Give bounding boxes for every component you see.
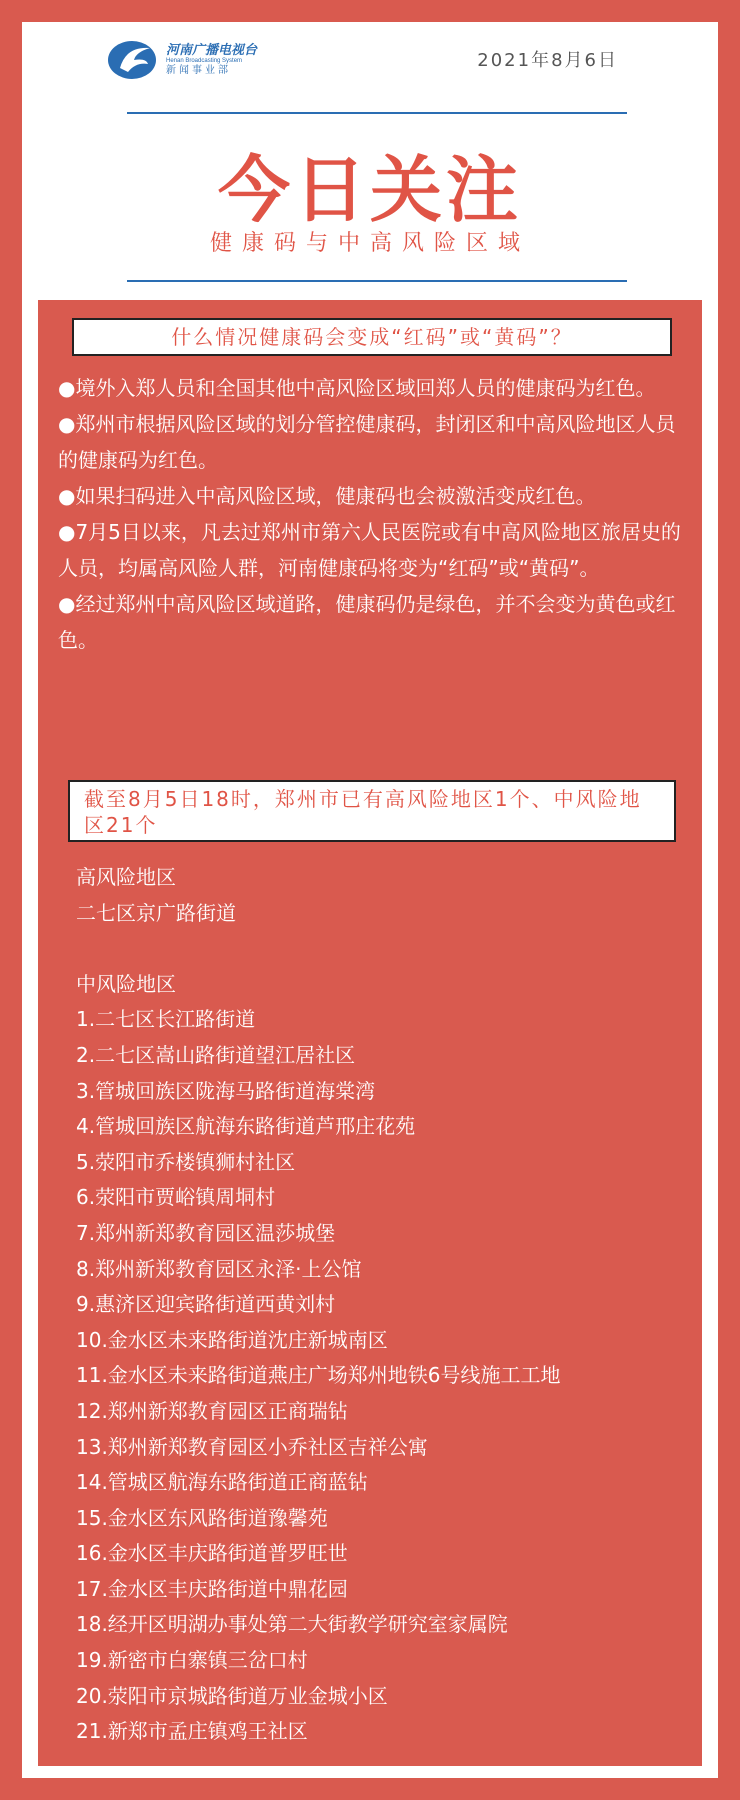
list-item: 17.金水区丰庆路街道中鼎花园 <box>76 1576 348 1601</box>
bullet-item: ●境外入郑人员和全国其他中高风险区域回郑人员的健康码为红色。 <box>58 376 656 400</box>
list-item: 19.新密市白寨镇三岔口村 <box>76 1648 308 1673</box>
list-item: 16.金水区丰庆路街道普罗旺世 <box>76 1541 348 1566</box>
list-item: 10.金水区未来路街道沈庄新城南区 <box>76 1327 388 1352</box>
notice-box: 截至8月5日18时，郑州市已有高风险地区1个、中风险地区21个 <box>68 780 676 842</box>
divider-top <box>127 112 627 114</box>
logo-name: 河南广播电视台 <box>166 43 258 59</box>
henan-broadcasting-logo-icon <box>106 38 160 82</box>
list-item: 9.惠济区迎宾路街道西黄刘村 <box>76 1292 336 1317</box>
logo-dept: 新闻事业部 <box>166 64 231 76</box>
page-title: 今日关注 <box>217 148 522 232</box>
bullet-item: ●7月5日以来，凡去过郑州市第六人民医院或有中高风险地区旅居史的人员，均属高风险人群，河南健康码将变为“红码”或“黄码”。 <box>58 520 681 580</box>
page-subtitle: 健康码与中高风险区域 <box>209 231 530 256</box>
list-item: 二七区京广路街道 <box>76 900 236 925</box>
list-item: 2.二七区嵩山路街道望江居社区 <box>76 1042 356 1067</box>
publish-date: 2021年8月6日 <box>477 50 618 71</box>
high-risk-heading: 高风险地区 <box>76 865 176 889</box>
bullet-list <box>58 370 688 658</box>
divider-bottom <box>127 280 627 282</box>
logo-en: Henan Broadcasting System <box>166 58 243 65</box>
list-item: 5.荥阳市乔楼镇狮村社区 <box>76 1149 296 1174</box>
risk-area-list <box>76 860 676 1750</box>
content-panel <box>38 300 702 1766</box>
list-item: 7.郑州新郑教育园区温莎城堡 <box>76 1220 336 1245</box>
bullet-item: ●如果扫码进入中高风险区域，健康码也会被激活变成红色。 <box>58 484 596 508</box>
list-item: 12.郑州新郑教育园区正商瑞钻 <box>76 1398 348 1423</box>
question-heading: 什么情况健康码会变成“红码”或“黄码”？ <box>72 318 672 356</box>
poster-frame <box>22 22 718 1778</box>
bullet-item: ●经过郑州中高风险区域道路，健康码仍是绿色，并不会变为黄色或红色。 <box>58 592 676 652</box>
header <box>22 22 718 302</box>
medium-risk-heading: 中风险地区 <box>76 971 176 996</box>
bullet-item: ●郑州市根据风险区域的划分管控健康码，封闭区和中高风险地区人员的健康码为红色。 <box>58 412 676 472</box>
logo <box>106 38 257 82</box>
list-item: 1.二七区长江路街道 <box>76 1007 256 1032</box>
list-item: 15.金水区东风路街道豫馨苑 <box>76 1505 328 1530</box>
logo-text <box>166 44 257 76</box>
list-item: 3.管城回族区陇海马路街道海棠湾 <box>76 1078 376 1103</box>
list-item: 8.郑州新郑教育园区永泽·上公馆 <box>76 1256 362 1281</box>
list-item: 14.管城区航海东路街道正商蓝钻 <box>76 1470 368 1495</box>
list-item: 21.新郑市孟庄镇鸡王社区 <box>76 1719 308 1744</box>
list-item: 20.荥阳市京城路街道万业金城小区 <box>76 1683 388 1708</box>
list-item: 18.经开区明湖办事处第二大街教学研究室家属院 <box>76 1612 508 1637</box>
list-item: 6.荥阳市贾峪镇周垌村 <box>76 1185 276 1210</box>
spacer <box>76 931 676 967</box>
list-item: 13.郑州新郑教育园区小乔社区吉祥公寓 <box>76 1434 428 1459</box>
list-item: 4.管城回族区航海东路街道芦邢庄花苑 <box>76 1114 416 1139</box>
list-item: 11.金水区未来路街道燕庄广场郑州地铁6号线施工工地 <box>76 1363 561 1388</box>
